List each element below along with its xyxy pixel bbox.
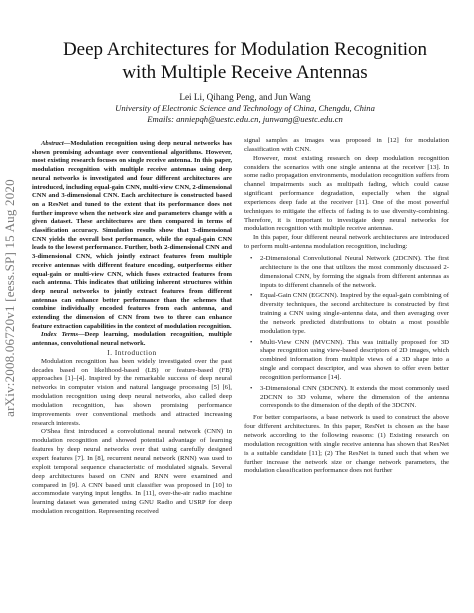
author-list: Lei Li, Qihang Peng, and Jun Wang <box>179 92 311 102</box>
author-emails: Emails: anniepqh@uestc.edu.cn, junwang@uestc.edu.cn <box>147 114 343 124</box>
list-item: • 2-Dimensional Convolutional Neural Network (2DCNN). The first architecture is the one that utilizes the most commonly discussed 2-dimensional CNN, by forming the signals from different antennas as inputs to different channels of the network. <box>250 254 449 289</box>
right-paragraph-0: signal samples as images was proposed in [12] for modulation classification with CNN. <box>244 137 449 153</box>
bullet-icon: • <box>250 384 253 392</box>
bullet-icon: • <box>250 338 253 346</box>
paper-title-line1: Deep Architectures for Modulation Recognition <box>62 39 428 60</box>
index-terms <box>32 331 232 348</box>
intro-paragraph-2: O'Shea first introduced a convolutional neural network (CNN) in modulation recognition and showed potential advantage of learning features by deep neural networks over that using carefully designed expert features [7]. In [8], recurrent neural network (RNN) was used to exploit temporal sequence characteristic of modulated signals. Several deep architectures based on CNN and RNN were examined and compared in [9]. A CNN based unit classifier was proposed in [10] to accommodate varying input lengths. In [11], over-the-air radio machine learning dataset was generated using GNU Radio and USRP for deep modulation recognition. Representing received <box>32 428 232 516</box>
right-paragraph-3: For better comparisons, a base network is used to construct the above four different architectures. In this paper, ResNet is chosen as the base network according to the following reasons: (1) Existing research on modulation recognition with single receive antenna has shown that ResNet is a suitable candidate [11]; (2) The ResNet is tuned such that when we further increase the network size or change network parameters, the modulation classification performance does not further <box>244 414 449 475</box>
list-item: • Multi-View CNN (MVCNN). This was initially proposed for 3D shape recognition using view-based descriptors of 2D images, which combined information from multiple views of a 3D shape into a single and compact descriptor, and was shown to offer even better recognition performance [14]. <box>250 338 449 381</box>
right-paragraph-2: In this paper, four different neural network architectures are introduced to perform multi-antenna modulation recognition, including: <box>244 234 449 251</box>
index-terms-text: —Deep learning, modulation recognition, multiple antennas, convolutional neural network. <box>32 331 232 348</box>
left-column <box>32 140 232 517</box>
architecture-list <box>244 255 449 411</box>
list-item: • Equal-Gain CNN (EGCNN). Inspired by the equal-gain combining of diversity techniques, the second architecture is constructed by first training a CNN using single-antenna data, and then averaging over the network predicted distributions to obtain a most possible modulation type. <box>250 292 449 335</box>
arxiv-stamp: arXiv:2008.06720v1 [eess.SP] 15 Aug 2020 <box>2 179 17 417</box>
affiliation: University of Electronic Science and Technology of China, Chengdu, China <box>115 103 375 113</box>
bullet-icon: • <box>250 292 253 300</box>
abstract-label: Abstract <box>41 140 64 147</box>
bullet-icon: • <box>250 254 253 262</box>
section-heading-introduction: I. Introduction <box>107 348 157 357</box>
right-column <box>244 137 449 476</box>
abstract <box>32 140 232 331</box>
paper-title-line2: with Multiple Receive Antennas <box>122 62 368 83</box>
list-item: • 3-Dimensional CNN (3DCNN). It extends the most commonly used 2DCNN to 3D volume, where the dimension of the antenna corresponds to the dimension of the depth of the 3DCNN. <box>250 384 449 410</box>
intro-paragraph-1: Modulation recognition has been widely investigated over the past decades based on likelihood-based (LB) or feature-based (FB) approaches [1]–[4]. Inspired by the remarkable success of deep neural networks in computer vision and natural language processing [5] [6], modulation recognition using deep neural networks, also called deep modulation recognition, has shown promising performance improvements over conventional methods and attracted increasing research interests. <box>32 357 232 427</box>
index-terms-label: Index Terms <box>41 331 79 339</box>
right-paragraph-1: However, most existing research on deep modulation recognition considers the scenarios with one single antenna at the receiver [13]. In some radio propagation environments, modulation recognition suffers from channel impairments such as multipath fading, which could cause significant performance degradation, especially when the signal experiences deep fade at the receiver [11]. One of the most powerful techniques to mitigate the effects of fading is to use diversity-combining. Therefore, it is important to investigate deep neural networks for modulation recognition with multiple receive antennas. <box>244 154 449 233</box>
abstract-text: —Modulation recognition using deep neural networks has shown promising advantage over conventional algorithms. However, most existing research focuses on single receive antenna. In this paper, modulation recognition with multiple receive antennas using deep neural networks is investigated and four different architectures are introduced, including equal-gain CNN, multi-view CNN, 2-dimensional CNN and 3-dimensional CNN. Each architecture is constructed based on a ResNet and tuned to the extent that its performance does not further improve when the network size and parameters change with a given dataset. These architectures are then compared in terms of classification accuracy. Simulation results show that 3-dimensional CNN yields the overall best performance, while the equal-gain CNN leads to the lowest performance. Further, both 2-dimensional CNN and 3-dimensional CNN, which jointly extract features from multiple receive antennas with different feature encoding, outperforms either equal-gain or multi-view CNN, which fuses extracted features from each antenna. This indicates that utilizing inherent structures within deep neural networks to jointly extract features from different antennas can enhance better performance than the schemes that combine individually encoded features from each antenna, and extending the dimension of CNN from two to three can enhance feature extraction capabilities in the context of modulation recognition. <box>32 140 232 330</box>
